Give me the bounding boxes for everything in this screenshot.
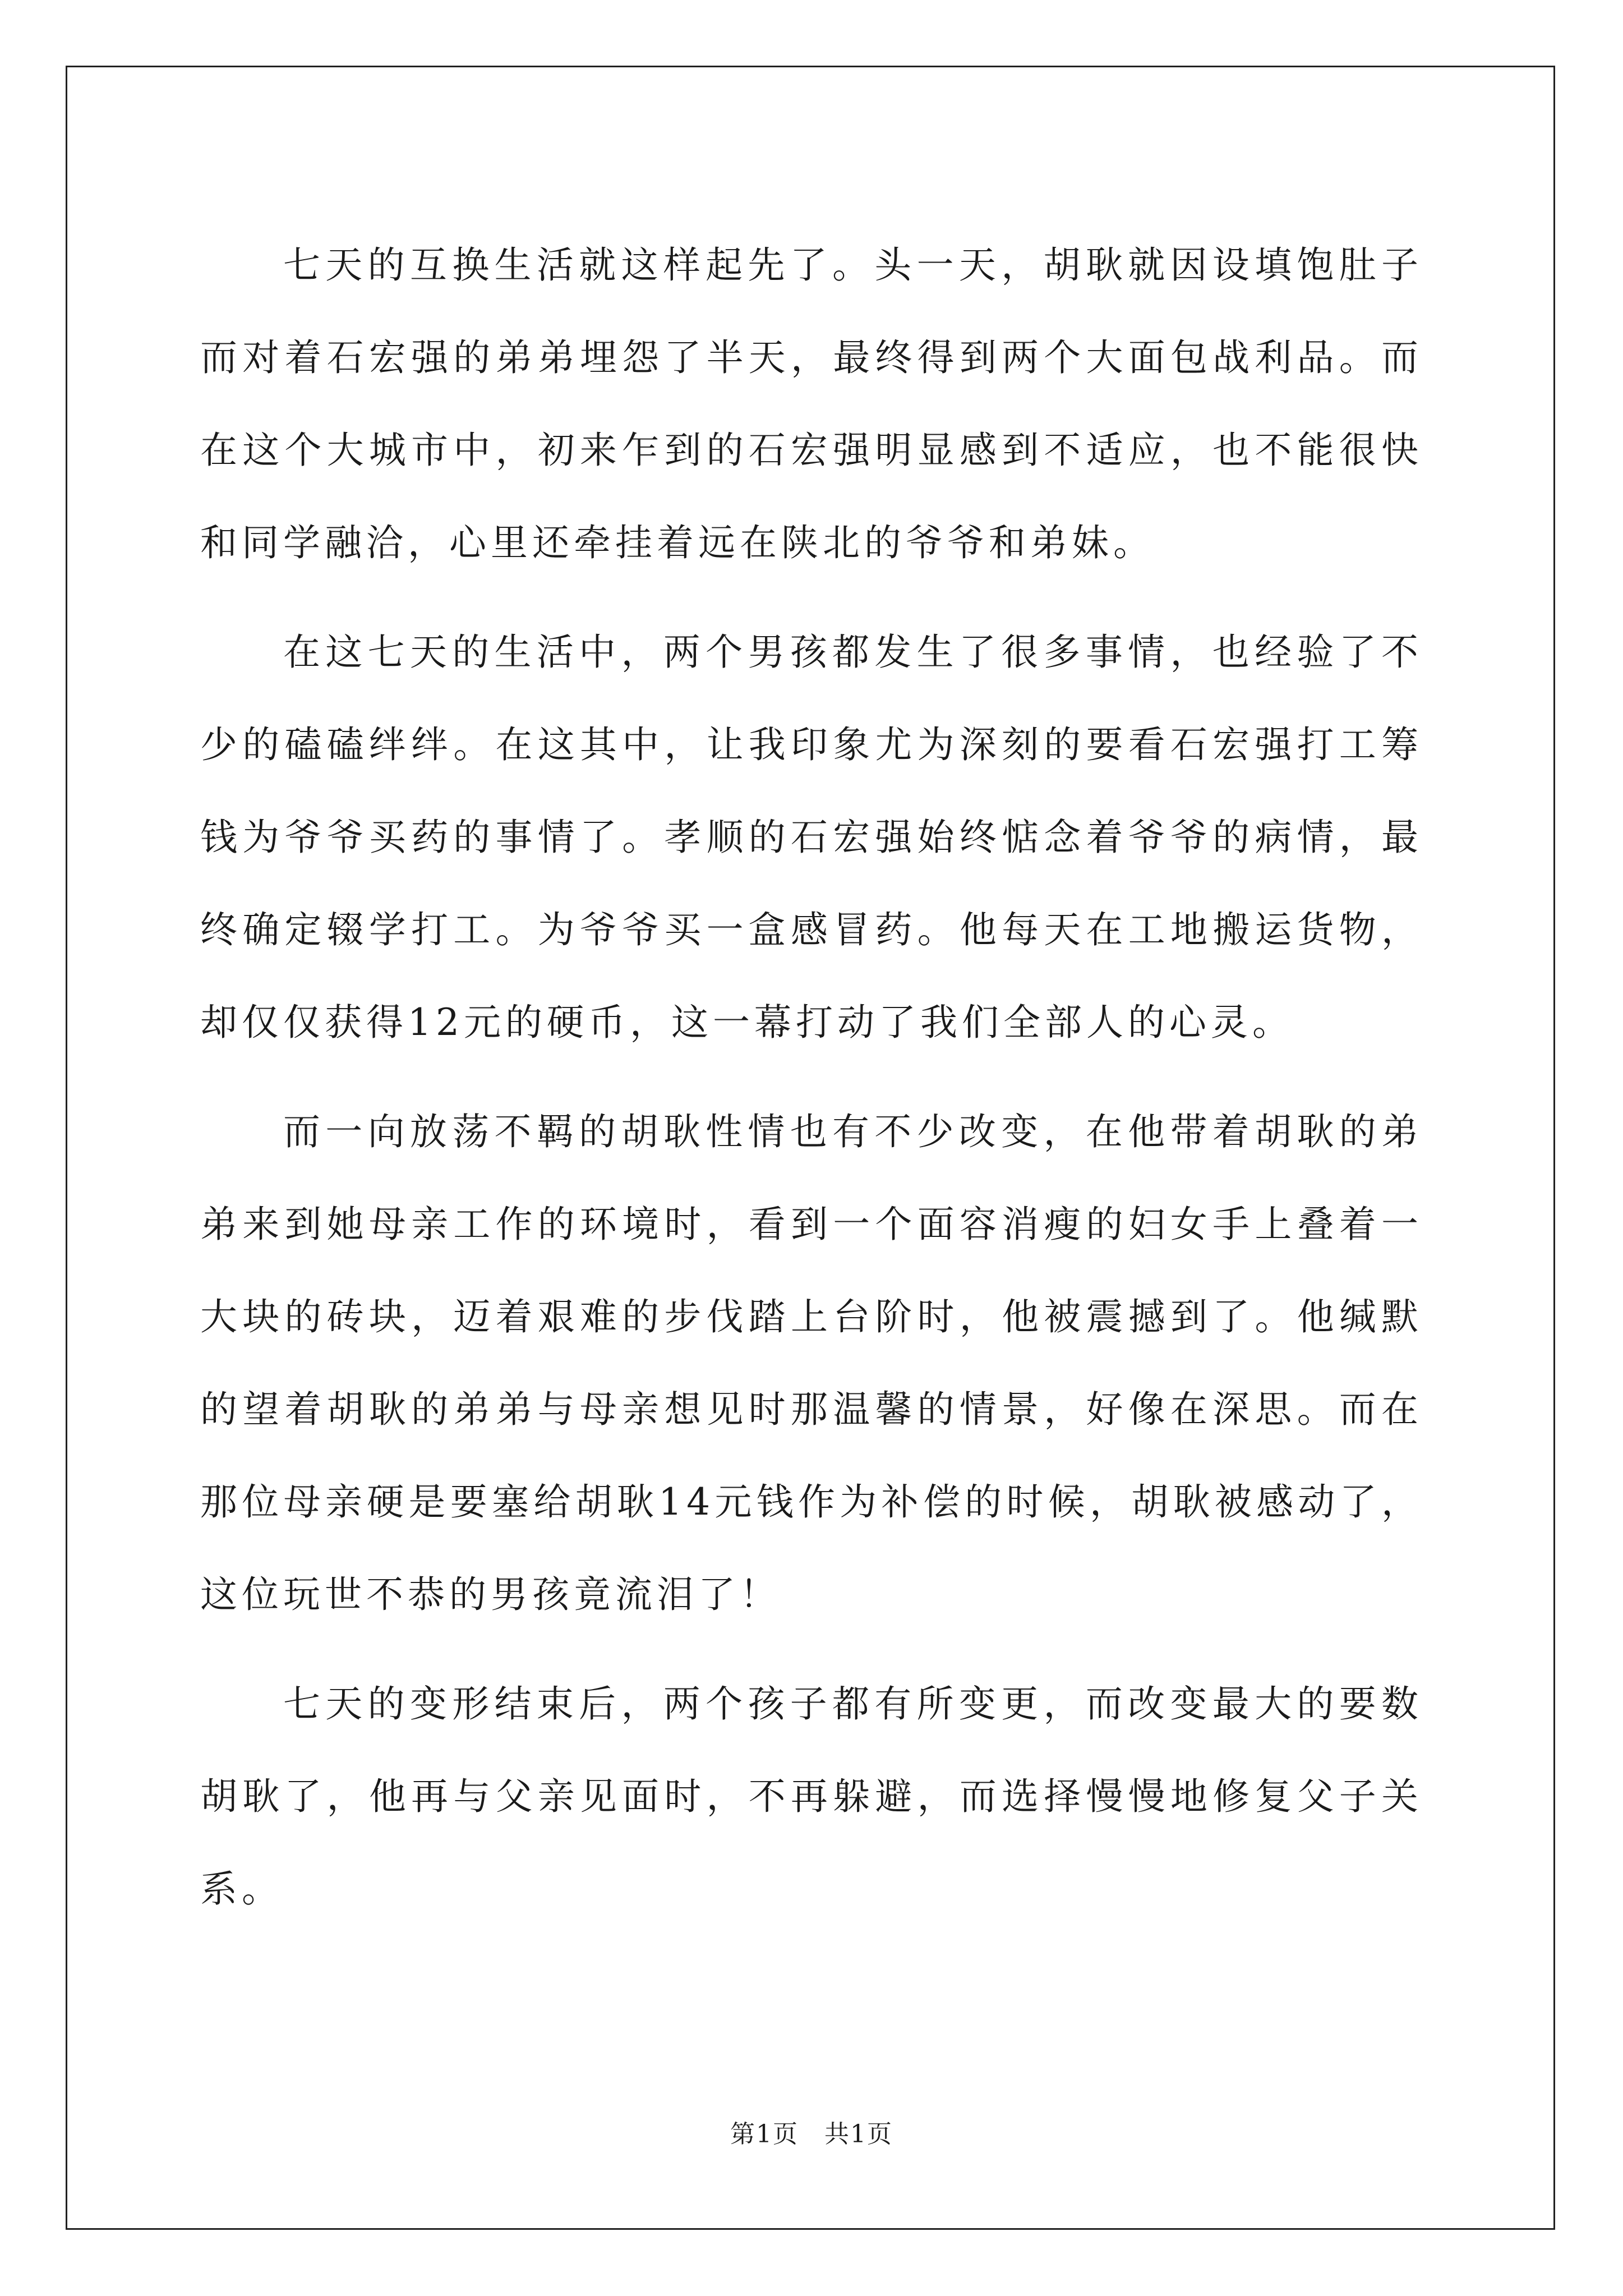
paragraph-1: 七天的互换生活就这样起先了。头一天，胡耿就因设填饱肚子而对着石宏强的弟弟埋怨了半天，最终得到两个大面包战利品。而在这个大城市中，初来乍到的石宏强明显感到不适应，也不能很快和同学融洽，心里还牵挂着远在陕北的爷爷和弟妹。 bbox=[200, 243, 1423, 564]
paragraph-2: 在这七天的生活中，两个男孩都发生了很多事情，也经验了不少的磕磕绊绊。在这其中，让我印象尤为深刻的要看石宏强打工筹钱为爷爷买药的事情了。孝顺的石宏强始终惦念着爷爷的病情，最终确定辍学打工。为爷爷买一盒感冒药。他每天在工地搬运货物，却仅仅获得12元的硬币，这一幕打动了我们全部人的心灵。 bbox=[200, 631, 1423, 1044]
page-number-total: 共1页 bbox=[824, 2120, 893, 2148]
paragraph-4: 七天的变形结束后，两个孩子都有所变更，而改变最大的要数胡耿了，他再与父亲见面时，不再躲避，而选择慢慢地修复父子关系。 bbox=[200, 1682, 1423, 1911]
document-body bbox=[200, 219, 1423, 1935]
page-footer bbox=[0, 2114, 1623, 2150]
page-number-current: 第1页 bbox=[730, 2120, 799, 2148]
paragraph-3: 而一向放荡不羁的胡耿性情也有不少改变，在他带着胡耿的弟弟来到她母亲工作的环境时，看到一个面容消瘦的妇女手上叠着一大块的砖块，迈着艰难的步伐踏上台阶时，他被震撼到了。他缄默的望着胡耿的弟弟与母亲想见时那温馨的情景，好像在深思。而在那位母亲硬是要塞给胡耿14元钱作为补偿的时候，胡耿被感动了，这位玩世不恭的男孩竟流泪了！ bbox=[200, 1110, 1423, 1616]
